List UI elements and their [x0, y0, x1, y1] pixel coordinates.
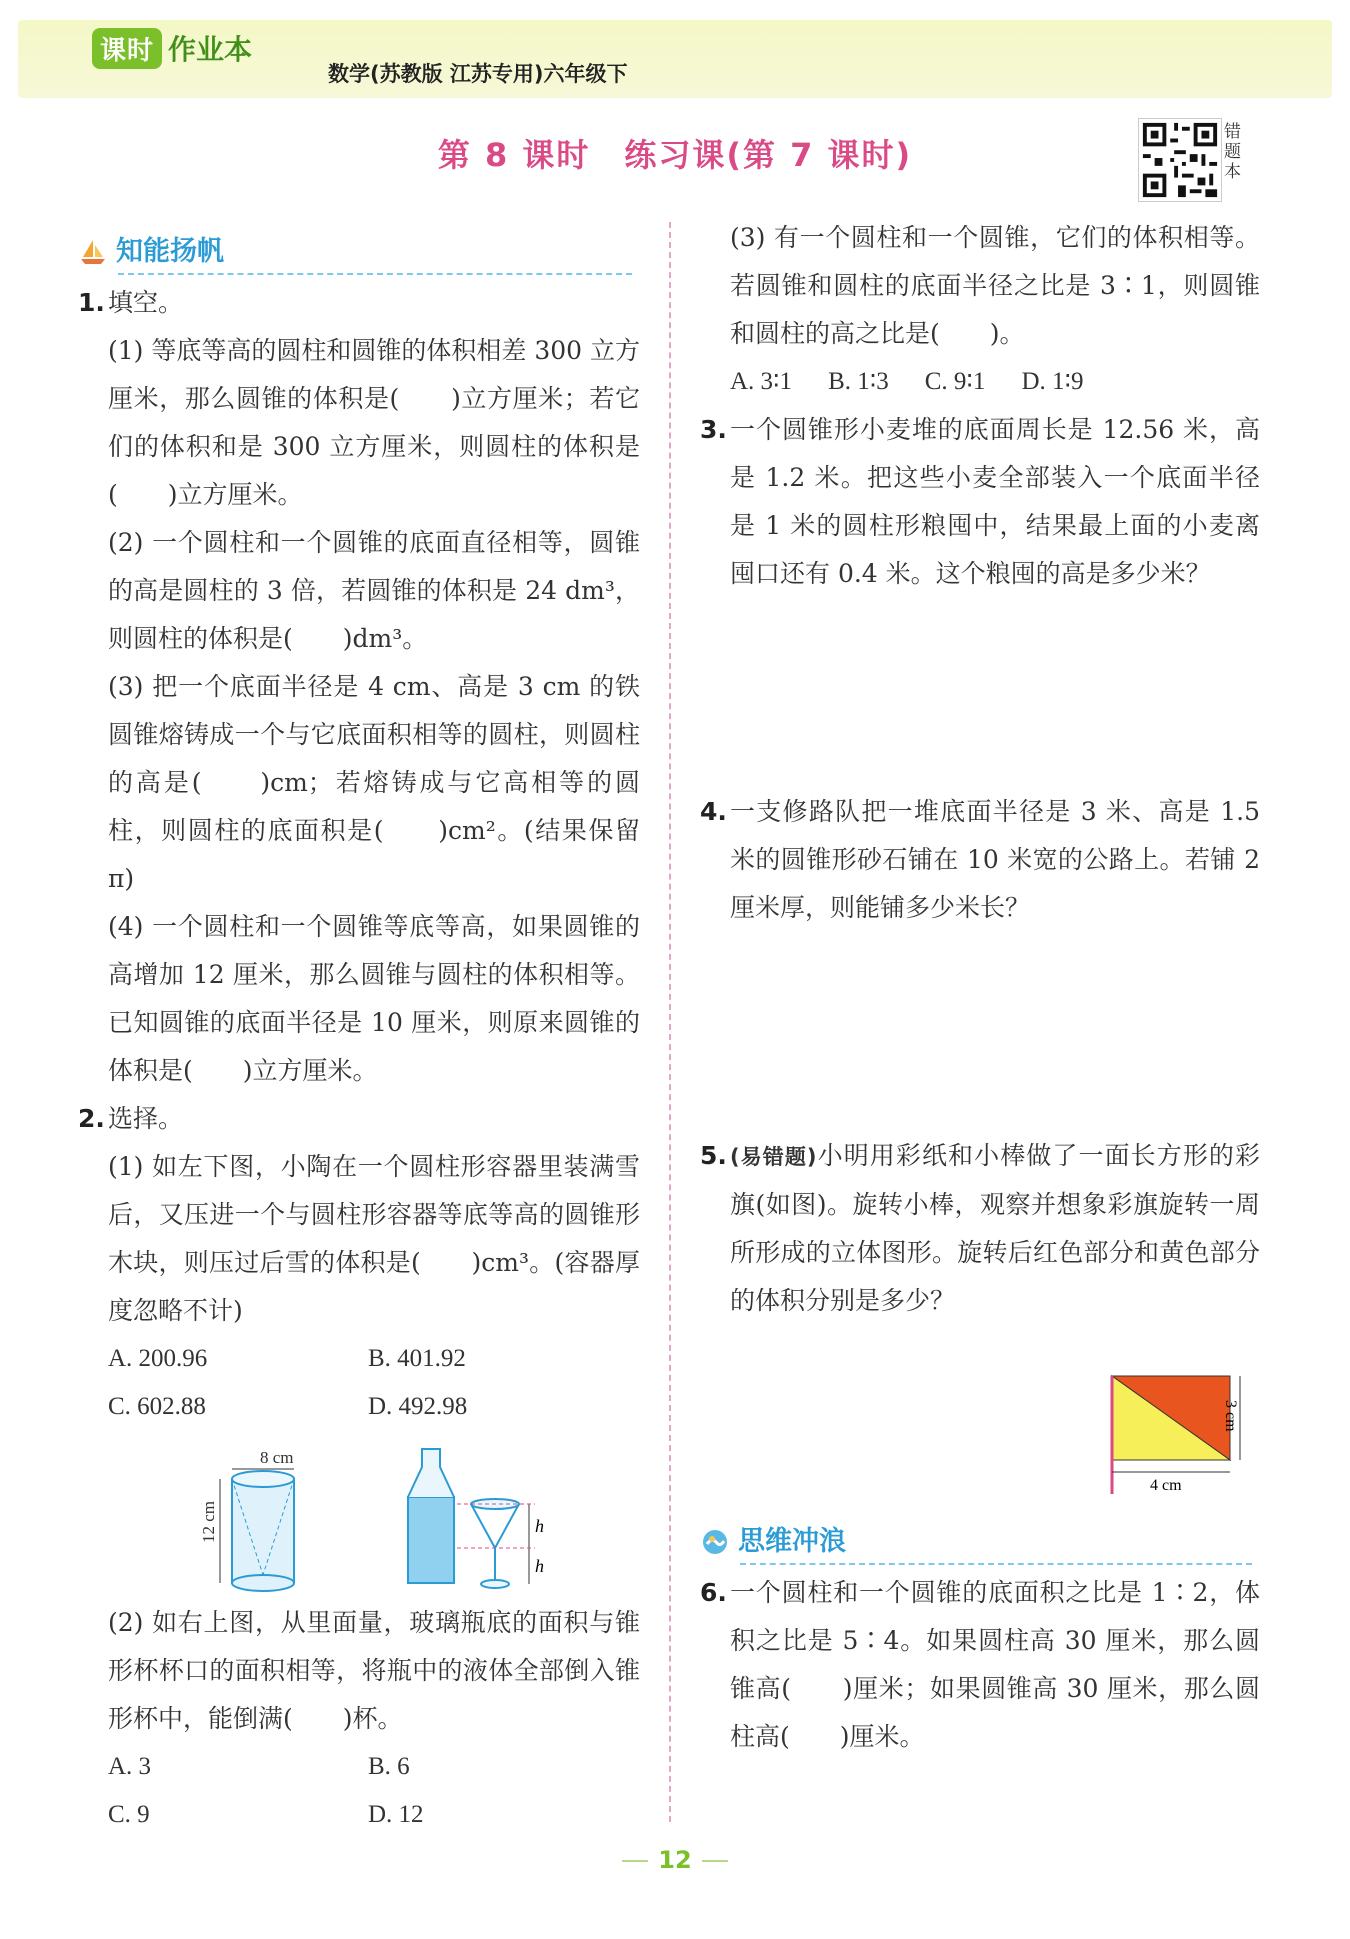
option-b[interactable]: B. 6: [368, 1753, 410, 1780]
width-label: 8 cm: [260, 1448, 294, 1467]
option-a[interactable]: A. 3∶1: [730, 368, 793, 395]
option-d[interactable]: D. 12: [368, 1801, 424, 1828]
question-text: 一个圆柱和一个圆锥的底面积之比是 1∶2，体积之比是 5∶4。如果圆柱高 30 厘米，那么圆锥高( )厘米；如果圆锥高 30 厘米，那么圆柱高( )厘米。: [730, 1578, 1260, 1751]
column-divider: [669, 222, 671, 1822]
brand-logo: [92, 28, 252, 68]
section-title-basic: 知能扬帆: [116, 236, 224, 267]
height-label: 12 cm: [199, 1500, 218, 1543]
section-header-advanced: [700, 1515, 1260, 1569]
flag-height-label: 3 cm: [1222, 1400, 1239, 1432]
question-5-body: 小明用彩纸和小棒做了一面长方形的彩旗(如图)。旋转小棒，观察并想象彩旗旋转一周所形成的立体图形。旋转后红色部分和黄色部分的体积分别是多少？: [730, 1141, 1260, 1315]
question-text: 一个圆锥形小麦堆的底面周长是 12.56 米，高是 1.2 米。把这些小麦全部装入一个底面半径是 1 米的圆柱形粮囤中，结果最上面的小麦离囤口还有 0.4 米。这个粮囤的高是多少米？: [730, 415, 1260, 588]
question-2: [78, 1095, 640, 1143]
question-number: 3.: [700, 415, 727, 444]
question-text: 一支修路队把一堆底面半径是 3 米、高是 1.5 米的圆锥形砂石铺在 10 米宽的公路上。若铺 2 厘米厚，则能铺多少米长？: [730, 797, 1260, 922]
h1-label: h: [535, 1516, 544, 1536]
h2-label: h: [535, 1556, 544, 1576]
book-info: 数学(苏教版 江苏专用)六年级下: [328, 62, 628, 86]
question-number: 5.: [700, 1141, 727, 1170]
question-number: 1.: [78, 288, 105, 317]
brand-name: 作业本: [168, 33, 253, 66]
q2-part-2-options: [78, 1743, 640, 1839]
q2-part-3-options: [700, 358, 1260, 406]
section-underline: [118, 273, 632, 275]
tricky-tag: (易错题): [730, 1145, 817, 1169]
qr-code-icon[interactable]: [1138, 118, 1222, 202]
section-header-basic: [78, 225, 640, 279]
wave-icon: [700, 1527, 730, 1557]
page-number: 12: [0, 1846, 1350, 1874]
section-underline: [740, 1563, 1252, 1565]
option-d[interactable]: D. 1∶9: [1021, 368, 1084, 395]
q2-part-3: (3) 有一个圆柱和一个圆锥，它们的体积相等。若圆锥和圆柱的底面半径之比是 3∶1，则圆锥和圆柱的高之比是( )。: [730, 223, 1260, 348]
option-c[interactable]: C. 602.88: [108, 1393, 206, 1420]
question-1: [78, 279, 640, 327]
question-5: [700, 1132, 1260, 1325]
option-d[interactable]: D. 492.98: [368, 1393, 468, 1420]
question-stem: 选择。: [108, 1104, 184, 1133]
section-title-advanced: 思维冲浪: [738, 1526, 846, 1557]
question-4: [700, 788, 1260, 932]
q1-part-4: (4) 一个圆柱和一个圆锥等底等高，如果圆锥的高增加 12 厘米，那么圆锥与圆柱的体积相等。已知圆锥的底面半径是 10 厘米，则原来圆锥的体积是( )立方厘米。: [108, 912, 640, 1085]
option-a[interactable]: A. 3: [108, 1753, 152, 1780]
question-stem: 填空。: [108, 288, 184, 317]
option-c[interactable]: C. 9∶1: [924, 368, 986, 395]
question-number: 6.: [700, 1578, 727, 1607]
lesson-title: 第 8 课时 练习课(第 7 课时): [437, 136, 913, 174]
question-6: [700, 1569, 1260, 1761]
option-b[interactable]: B. 1∶3: [828, 368, 889, 395]
qr-label: 错题本: [1224, 122, 1241, 182]
sailboat-icon: [78, 237, 108, 267]
q1-part-2: (2) 一个圆柱和一个圆锥的底面直径相等，圆锥的高是圆柱的 3 倍，若圆锥的体积是 24 dm³，则圆柱的体积是( )dm³。: [108, 528, 640, 653]
q2-part-1-options: [78, 1335, 640, 1431]
q1-part-3: (3) 把一个底面半径是 4 cm、高是 3 cm 的铁圆锥熔铸成一个与它底面积相等的圆柱，则圆柱的高是( )cm；若熔铸成与它高相等的圆柱，则圆柱的底面积是( )cm²。(结果保留 π): [108, 672, 640, 893]
right-column: [700, 214, 1260, 1761]
question-number: 2.: [78, 1104, 105, 1133]
flag-width-label: 4 cm: [1150, 1477, 1182, 1494]
flag-figure: [1106, 1370, 1266, 1500]
option-b[interactable]: B. 401.92: [368, 1345, 466, 1372]
q1-part-1: (1) 等底等高的圆柱和圆锥的体积相差 300 立方厘米，那么圆锥的体积是( )立方厘米；若它们的体积和是 300 立方厘米，则圆柱的体积是( )立方厘米。: [108, 336, 640, 509]
question-number: 4.: [700, 797, 727, 826]
option-a[interactable]: A. 200.96: [108, 1345, 208, 1372]
question-3: [700, 406, 1260, 598]
question-text: [730, 1132, 1260, 1325]
cone-glass-figure: [455, 1490, 575, 1600]
q2-part-2: (2) 如右上图，从里面量，玻璃瓶底的面积与锥形杯杯口的面积相等，将瓶中的液体全部倒入锥形杯中，能倒满( )杯。: [108, 1608, 640, 1733]
brand-badge: 课时: [92, 28, 162, 69]
q2-part-1: (1) 如左下图，小陶在一个圆柱形容器里装满雪后，又压进一个与圆柱形容器等底等高的圆锥形木块，则压过后雪的体积是( )cm³。(容器厚度忽略不计): [108, 1152, 640, 1325]
option-c[interactable]: C. 9: [108, 1801, 150, 1828]
